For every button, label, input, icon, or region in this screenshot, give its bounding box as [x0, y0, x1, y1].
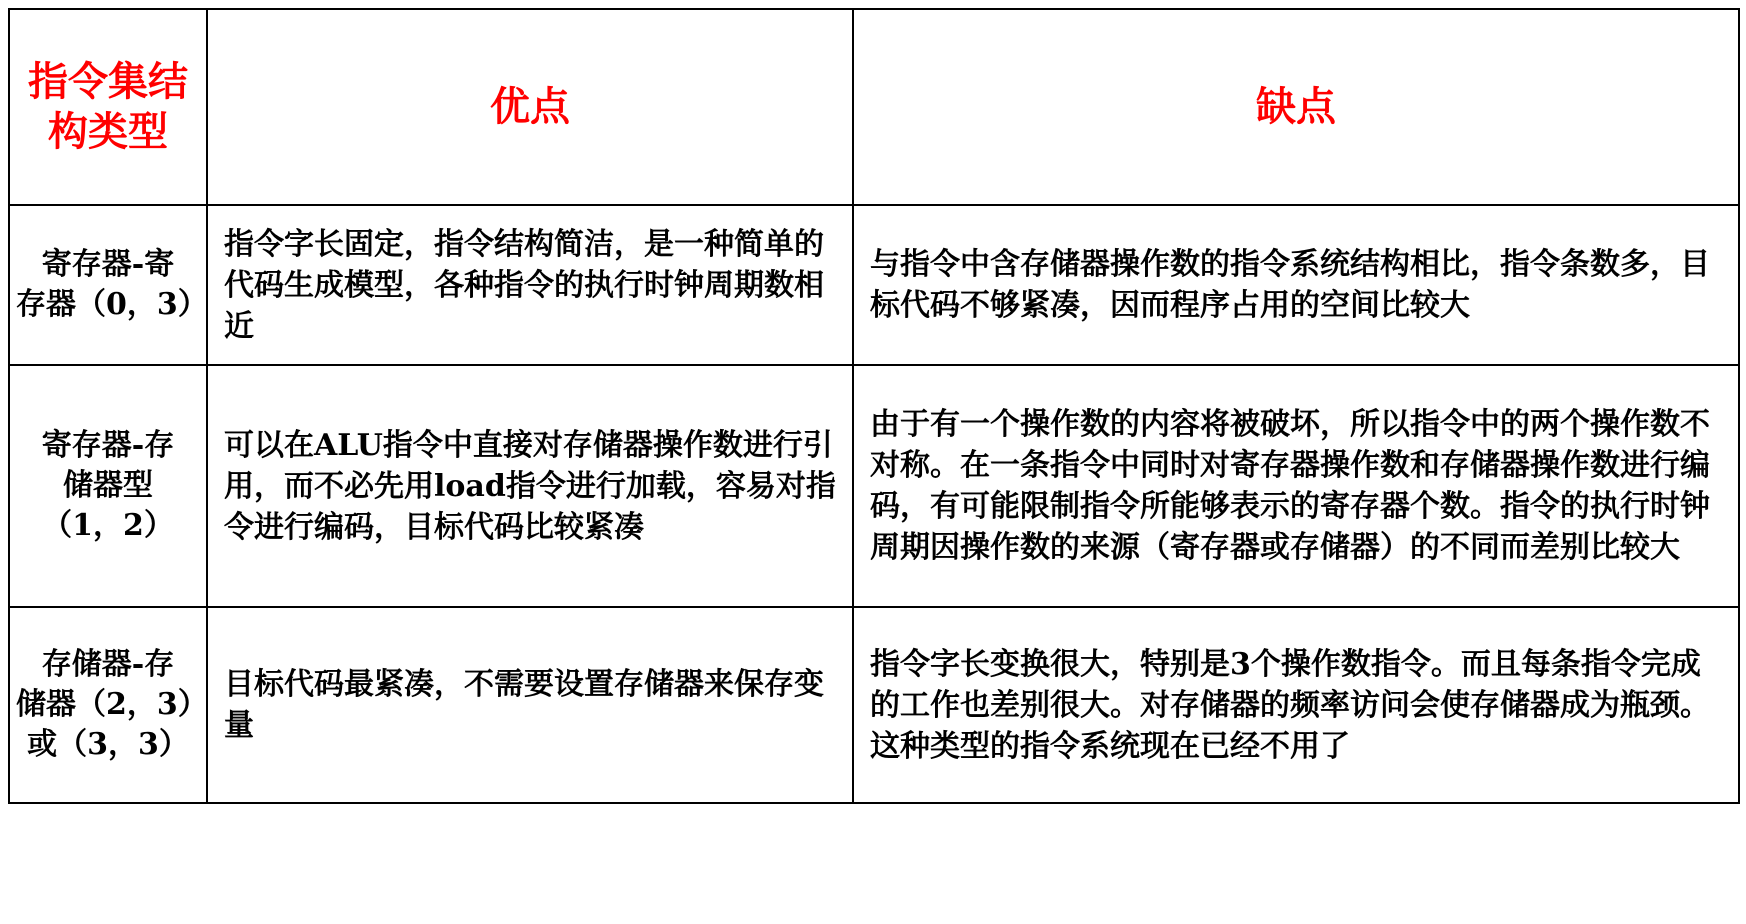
table-row [9, 205, 1739, 365]
instruction-set-comparison-table [8, 8, 1740, 804]
table-row [9, 365, 1739, 607]
disadvantages-cell: 指令字长变换很大，特别是3个操作数指令。而且每条指令完成的工作也差别很大。对存储器的频率访问会使存储器成为瓶颈。这种类型的指令系统现在已经不用了 [853, 607, 1739, 803]
row-label-line: 存储器-存 [41, 647, 175, 682]
header-disadvantages: 缺点 [853, 9, 1739, 205]
row-label-register-memory [9, 365, 207, 607]
row-label-register-register [9, 205, 207, 365]
header-type-line-2: 构类型 [48, 108, 168, 155]
advantages-cell: 可以在ALU指令中直接对存储器操作数进行引用，而不必先用load指令进行加载，容易对指令进行编码，目标代码比较紧凑 [207, 365, 853, 607]
row-label-line: 存器（0，3） [16, 287, 208, 322]
row-label-line: （1，2） [42, 508, 174, 543]
disadvantages-cell: 由于有一个操作数的内容将被破坏，所以指令中的两个操作数不对称。在一条指令中同时对寄存器操作数和存储器操作数进行编码，有可能限制指令所能够表示的寄存器个数。指令的执行时钟周期因操作数的来源（寄存器或存储器）的不同而差别比较大 [853, 365, 1739, 607]
row-label-memory-memory [9, 607, 207, 803]
advantages-cell: 指令字长固定，指令结构简洁，是一种简单的代码生成模型，各种指令的执行时钟周期数相近 [207, 205, 853, 365]
header-row [9, 9, 1739, 205]
comparison-table-container [8, 8, 1738, 804]
header-type-line-1: 指令集结 [28, 58, 188, 105]
row-label-line: 或（3，3） [27, 727, 189, 762]
header-instruction-set-type [9, 9, 207, 205]
row-label-line: 储器（2，3） [16, 687, 208, 722]
row-label-line: 寄存器-存 [41, 428, 175, 463]
header-advantages: 优点 [207, 9, 853, 205]
row-label-line: 储器型 [63, 468, 153, 503]
table-row [9, 607, 1739, 803]
row-label-line: 寄存器-寄 [41, 247, 175, 282]
disadvantages-cell: 与指令中含存储器操作数的指令系统结构相比，指令条数多，目标代码不够紧凑，因而程序占用的空间比较大 [853, 205, 1739, 365]
advantages-cell: 目标代码最紧凑，不需要设置存储器来保存变量 [207, 607, 853, 803]
